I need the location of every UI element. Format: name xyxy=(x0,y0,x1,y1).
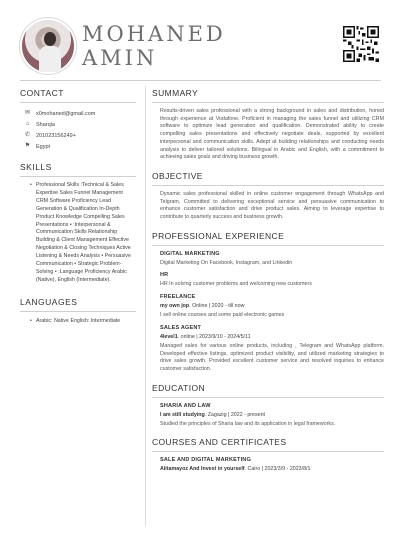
courses-section xyxy=(152,437,384,472)
experience-item xyxy=(152,294,384,320)
phone-icon: ✆ xyxy=(24,132,31,138)
job-description: Digital Marketing On Facebook, Instagram, and Linkedin xyxy=(160,259,293,266)
objective-section xyxy=(152,171,384,222)
job-title: SALES AGENT xyxy=(160,324,202,331)
list-item: • Professional Skills :Technical & Sales Expertise Sales Funnel Management CRM Software Proficiency Lead Generation & Qualification In-Depth Product Knowledge Compelling Sales Presentations • :Interpersonal & Communication Skills Relationship Building & Client Management Effective Negotiation & Closing Techniques Active Listening & Needs Analysis • Persuasive Communication • Strategic Problem-Solving • :Language Proficiency Arabic (Native), English (Intermediate). xyxy=(30,182,136,285)
photo-body xyxy=(39,46,61,72)
email-text: x0mohaned@gmail.com xyxy=(36,110,96,117)
contact-phone[interactable] xyxy=(20,130,136,141)
skills-title: SKILLS xyxy=(20,162,136,177)
summary-text: Results-driven sales professional with a strong background in sales and distribution, honed through experience at Vodafone. Proficient in managing the sales funnel and utilizing CRM software to optimize lead generation and qualification. Demonstrated ability to create compelling sales presentations and effectively negotiate deals, supported by excellent interpersonal and communication skills. Adept at building relationships and conducting needs analysis to deliver tailored solutions. Bilingual in Arabic and English, with a commitment to achieving sales goals and driving business growth. xyxy=(160,108,384,161)
languages-title: LANGUAGES xyxy=(20,297,136,312)
contact-location xyxy=(20,119,136,130)
job-description: I sell online courses and some paid electronic games xyxy=(160,312,285,319)
experience-section xyxy=(152,231,384,374)
list-item: • Arabic: Native English: Intermediate xyxy=(30,317,136,325)
education-item xyxy=(152,403,384,429)
course-meta xyxy=(160,466,384,472)
objective-text: Dynamic sales professional skilled in online customer engagement through WhatsApp and Telgram. Committed to delivering exceptional service and persuasive communication to enhance customer satisfaction and drive product sales. Aiming to leverage expertise to contribute to quarterly success and business growth. xyxy=(160,190,384,221)
course-title: SALE AND DIGITAL MARKETING xyxy=(160,457,251,464)
last-name: AMIN xyxy=(82,46,158,70)
experience-item xyxy=(152,325,384,374)
header-divider xyxy=(20,80,381,81)
contact-email[interactable] xyxy=(20,108,136,119)
education-section xyxy=(152,383,384,429)
job-dates: . online | 2023/9/10 - 2024/5/11 xyxy=(177,333,251,340)
contact-country xyxy=(20,141,136,152)
job-dates: . Online | 2020 - till now xyxy=(189,303,245,310)
job-title: HR xyxy=(160,272,169,279)
objective-title: OBJECTIVE xyxy=(152,171,384,186)
job-meta xyxy=(160,334,384,340)
skills-section xyxy=(20,162,136,285)
summary-section xyxy=(152,88,384,162)
phone-text: 201023156249+ xyxy=(36,132,76,139)
first-name: MOHANED xyxy=(82,22,226,46)
employer: my own jop xyxy=(160,303,190,310)
courses-title: COURSES AND CERTIFICATES xyxy=(152,437,384,452)
contact-title: CONTACT xyxy=(20,88,136,103)
education-status: I am still studying xyxy=(160,411,205,418)
country-text: Egypt xyxy=(36,143,51,150)
resume-header xyxy=(0,0,400,78)
education-meta xyxy=(160,412,384,418)
job-title: FREELANCE xyxy=(160,294,196,301)
course-item xyxy=(152,457,384,472)
job-meta xyxy=(160,303,384,309)
experience-title: PROFESSIONAL EXPERIENCE xyxy=(152,231,384,246)
education-description: Studied the principles of Sharia law and its application in legal frameworks. xyxy=(160,420,336,427)
degree-title: SHARIA AND LAW xyxy=(160,402,211,409)
course-dates: . Cairo | 2023/3/9 - 2023/8/1 xyxy=(244,466,311,473)
location-icon: ⌂ xyxy=(25,121,30,127)
experience-item xyxy=(152,272,384,289)
summary-title: SUMMARY xyxy=(152,88,384,103)
languages-list xyxy=(20,317,136,325)
email-icon: ✉ xyxy=(24,110,31,116)
flag-icon: ⚑ xyxy=(24,143,31,149)
job-title: DIGITAL MARKETING xyxy=(160,250,220,257)
education-title: EDUCATION xyxy=(152,383,384,398)
course-provider: Alitamayoz And Invest in yourself xyxy=(160,466,245,473)
experience-item xyxy=(152,251,384,268)
location-text: Sharqia xyxy=(36,121,55,128)
right-column xyxy=(152,88,384,481)
skills-list xyxy=(20,182,136,285)
contact-section xyxy=(20,88,136,152)
photo-head xyxy=(44,32,56,46)
job-description: HR In solving customer problems and welcoming new customers xyxy=(160,281,312,288)
person-name xyxy=(82,22,226,70)
left-column xyxy=(20,88,136,325)
job-description: Managed sales for various online products, including , Telegram and WhatsApp platform. Developed effective listings, optimized product visibility, and utilized marketing strategies to drive sales growth. Provided excellent customer service and resolved inquiries to enhance customer satisfaction. xyxy=(160,342,384,372)
profile-photo xyxy=(20,18,76,74)
education-dates: . Zagazig | 2022 - present xyxy=(204,411,266,418)
employer: 4level1 xyxy=(160,333,178,340)
qr-code-icon xyxy=(343,26,379,62)
column-divider xyxy=(145,86,146,526)
languages-section xyxy=(20,297,136,325)
